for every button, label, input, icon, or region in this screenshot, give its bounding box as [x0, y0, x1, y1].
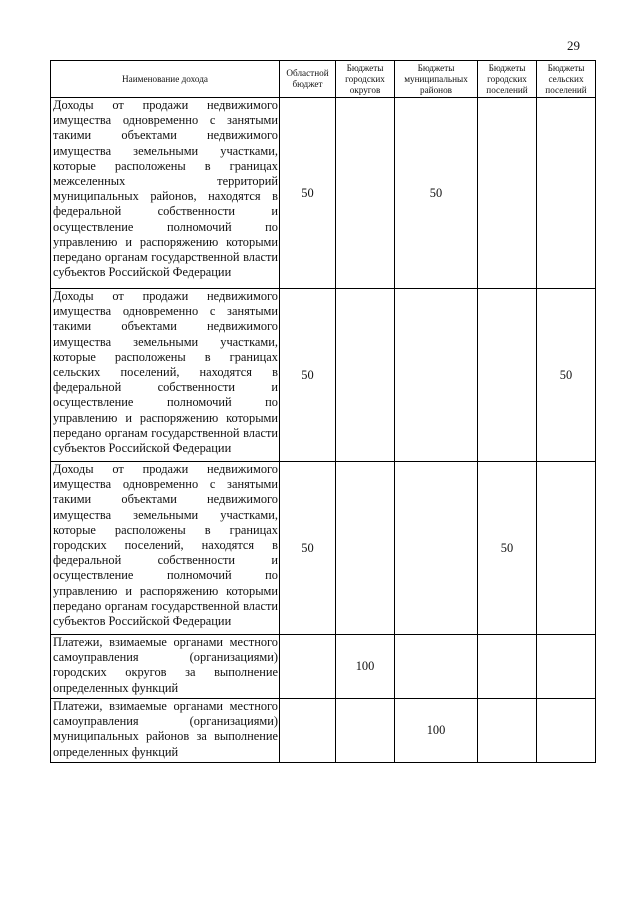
revenue-name-cell: Доходы от продажи недвижимого имущества одновременно с занятыми такими объектами недвижимого имущества земельными участками, которые расположены в границах городских поселений, находятся в федеральной собственности и осуществление полномочий по управлению и распоряжению которыми передано органам государственной власти субъектов Российской Федерации	[51, 462, 280, 635]
urban-settlement-share-cell	[478, 98, 537, 289]
municipal-district-share-cell	[395, 289, 478, 462]
city-district-share-cell	[336, 98, 395, 289]
header-revenue-name: Наименование дохода	[51, 61, 280, 98]
rural-settlement-share-cell	[537, 699, 596, 763]
urban-settlement-share-cell: 50	[478, 462, 537, 635]
municipal-district-share-cell	[395, 462, 478, 635]
revenue-name-cell: Доходы от продажи недвижимого имущества одновременно с занятыми такими объектами недвижимого имущества земельными участками, которые расположены в границах сельских поселений, находятся в федеральной собственности и осуществление полномочий по управлению и распоряжению которыми передано органам государственной власти субъектов Российской Федерации	[51, 289, 280, 462]
table-row	[51, 98, 596, 289]
urban-settlement-share-cell	[478, 289, 537, 462]
header-city-district-budgets: Бюджеты городских округов	[336, 61, 395, 98]
oblast-share-cell	[280, 699, 336, 763]
rural-settlement-share-cell	[537, 98, 596, 289]
rural-settlement-share-cell: 50	[537, 289, 596, 462]
header-urban-settlement-budgets: Бюджеты городских поселений	[478, 61, 537, 98]
city-district-share-cell	[336, 289, 395, 462]
revenue-name-cell: Платежи, взимаемые органами местного самоуправления (организациями) муниципальных районов за выполнение определенных функций	[51, 699, 280, 763]
municipal-district-share-cell: 50	[395, 98, 478, 289]
revenue-name-cell: Доходы от продажи недвижимого имущества одновременно с занятыми такими объектами недвижимого имущества земельными участками, которые расположены в границах межселенных территорий муниципальных районов, находятся в федеральной собственности и осуществление полномочий по управлению и распоряжению которыми передано органам государственной власти субъектов Российской Федерации	[51, 98, 280, 289]
table-row	[51, 289, 596, 462]
table-header-row	[51, 61, 596, 98]
header-municipal-district-budgets: Бюджеты муниципальных районов	[395, 61, 478, 98]
header-oblast-budget: Областной бюджет	[280, 61, 336, 98]
city-district-share-cell: 100	[336, 635, 395, 699]
header-rural-settlement-budgets: Бюджеты сельских поселений	[537, 61, 596, 98]
municipal-district-share-cell: 100	[395, 699, 478, 763]
revenue-name-cell: Платежи, взимаемые органами местного самоуправления (организациями) городских округов за выполнение определенных функций	[51, 635, 280, 699]
rural-settlement-share-cell	[537, 462, 596, 635]
urban-settlement-share-cell	[478, 699, 537, 763]
revenue-distribution-table	[50, 60, 596, 763]
oblast-share-cell: 50	[280, 289, 336, 462]
urban-settlement-share-cell	[478, 635, 537, 699]
city-district-share-cell	[336, 699, 395, 763]
table-row	[51, 462, 596, 635]
table-row	[51, 699, 596, 763]
oblast-share-cell: 50	[280, 98, 336, 289]
oblast-share-cell: 50	[280, 462, 336, 635]
rural-settlement-share-cell	[537, 635, 596, 699]
page-number: 29	[567, 38, 580, 53]
oblast-share-cell	[280, 635, 336, 699]
city-district-share-cell	[336, 462, 395, 635]
municipal-district-share-cell	[395, 635, 478, 699]
table-row	[51, 635, 596, 699]
